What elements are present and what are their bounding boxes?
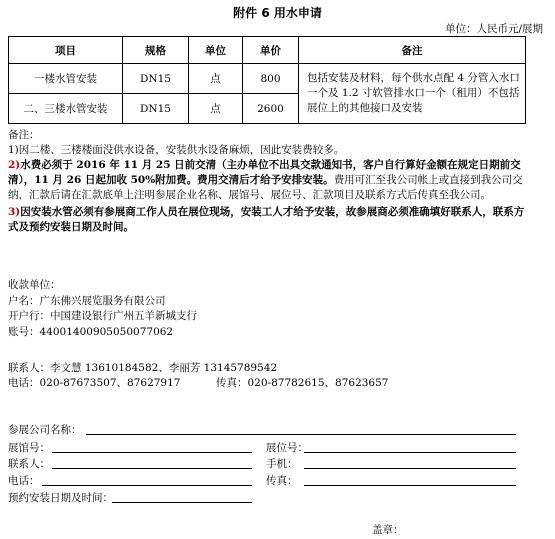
mobile-label: 手机：	[266, 458, 298, 470]
note-2-rest: 费用可汇至我公司帐上或直接到我公司交纳，汇款后请在汇款底单上注明参展企业名称、展馆号、展位号、汇款项目及联系方式后传真至我公司。	[8, 174, 523, 201]
price-table	[8, 36, 526, 124]
contact-label: 联系人：	[8, 458, 50, 470]
payee-section	[8, 278, 197, 340]
fax-label: 传真：	[266, 475, 298, 487]
table-row	[9, 64, 526, 94]
cell-spec: DN15	[123, 64, 189, 94]
contact-fax: 传真：020-87782615、87623657	[216, 377, 389, 389]
note-2	[8, 158, 528, 203]
cell-remark: 包括安装及材料，每个供水点配 4 分管入水口一个及 1.2 寸软管排水口一个（租用）不包括展位上的其他接口及安装	[299, 64, 526, 124]
note-1: 1)因二楼、三楼楼面没供水设备，安装供水设备麻烦，因此安装费较多。	[8, 144, 345, 156]
booth-label: 展位号：	[266, 442, 308, 454]
col-header-item: 项目	[9, 37, 123, 64]
company-label: 参展公司名称：	[8, 424, 82, 436]
col-header-spec: 规格	[123, 37, 189, 64]
notes-section	[8, 128, 528, 235]
document-title: 附件 6 用水申请	[233, 6, 322, 20]
payee-bank: 开户行：中国建设银行广州五羊新城支行	[8, 310, 197, 322]
payee-heading: 收款单位：	[8, 279, 61, 291]
note-3-bold: 因安装水管必须有参展商工作人员在展位现场，安装工人才给予安装，故参展商必须准确填好联系人，联系方式及预约安装日期及时间。	[8, 206, 525, 233]
cell-price: 800	[243, 64, 299, 94]
booth-field[interactable]	[304, 452, 516, 453]
notes-heading: 备注：	[8, 129, 40, 141]
company-field[interactable]	[86, 434, 516, 435]
appointment-label: 预约安装日期及时间：	[8, 492, 113, 504]
contact-field[interactable]	[52, 468, 252, 469]
hall-label: 展馆号：	[8, 442, 50, 454]
appointment-field[interactable]	[112, 502, 252, 503]
stamp-label: 盖章：	[372, 524, 404, 536]
hall-field[interactable]	[52, 452, 252, 453]
cell-unit: 点	[189, 64, 243, 94]
phone-field[interactable]	[42, 485, 252, 486]
currency-unit: 单位：人民币元/展期	[444, 23, 543, 35]
col-header-price: 单价	[243, 37, 299, 64]
mobile-field[interactable]	[304, 468, 516, 469]
fax-field[interactable]	[304, 485, 516, 486]
contact-phone: 电话：020-87673507、87627917	[8, 377, 181, 389]
note-2-number: 2)	[8, 159, 21, 171]
note-3	[8, 205, 528, 235]
contact-people: 联系人：李文慧 13610184582、李丽芳 13145789542	[8, 362, 278, 374]
cell-spec: DN15	[123, 94, 189, 124]
payee-account: 账号：44001400905050077062	[8, 325, 174, 338]
col-header-remark: 备注	[299, 37, 526, 64]
cell-item: 一楼水管安装	[9, 64, 123, 94]
payee-name: 户名：广东佛兴展览服务有限公司	[8, 294, 166, 307]
col-header-unit: 单位	[189, 37, 243, 64]
cell-price: 2600	[243, 94, 299, 124]
note-2-bold: 水费必须于 2016 年 11 月 25 日前交清（主办单位不出具交款通知书，客户自行算好金额在规定日期前交清），11 月 26 日起加收 50%附加费。费用交清后才给予安排安装。	[8, 159, 521, 186]
note-3-number: 3)	[8, 206, 21, 218]
cell-item: 二、三楼水管安装	[9, 94, 123, 124]
table-header-row	[9, 37, 526, 64]
cell-unit: 点	[189, 94, 243, 124]
phone-label: 电话：	[8, 475, 40, 487]
